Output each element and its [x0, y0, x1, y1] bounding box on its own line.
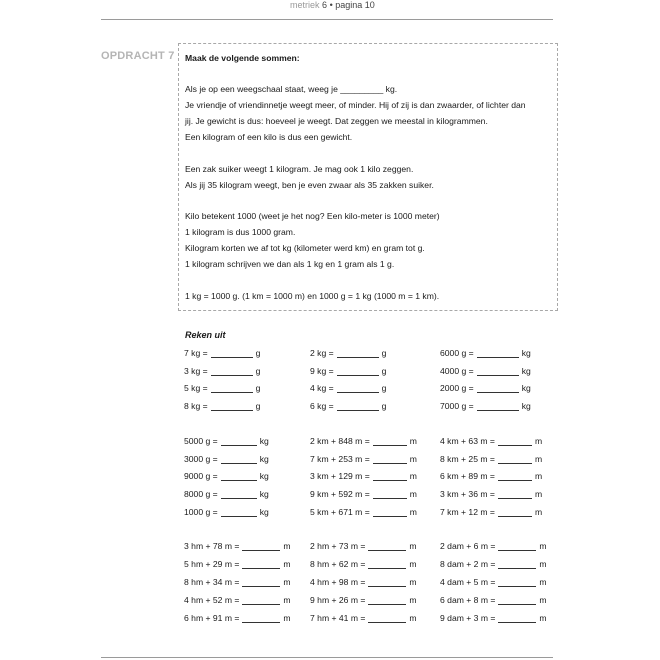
section-heading: Reken uit — [185, 330, 226, 340]
exercise-item — [440, 383, 531, 393]
exercise-item — [184, 401, 260, 411]
exercise-unit: g — [255, 348, 261, 358]
exercise-item — [440, 401, 531, 411]
exercise-question: 2 km + 848 m = — [310, 436, 370, 446]
exercise-unit: m — [534, 489, 543, 499]
exercise-item — [440, 366, 531, 376]
header-section-label: metriek — [290, 0, 320, 10]
header-page-number: pagina 10 — [335, 0, 375, 10]
exercise-question: 4 hm + 52 m = — [184, 595, 240, 605]
answer-blank[interactable] — [498, 596, 536, 605]
exercise-question: 6 km + 89 m = — [440, 471, 495, 481]
exercise-unit: m — [409, 613, 417, 623]
exercise-unit: kg — [521, 383, 531, 393]
exercise-question: 7 kg = — [184, 348, 208, 358]
answer-blank[interactable] — [477, 367, 519, 376]
exercise-item — [184, 541, 291, 551]
answer-blank[interactable] — [221, 455, 257, 464]
exercise-unit: m — [283, 595, 291, 605]
exercise-unit: m — [409, 471, 417, 481]
answer-blank[interactable] — [373, 490, 407, 499]
answer-blank[interactable] — [368, 596, 406, 605]
exercise-item — [184, 507, 269, 517]
exercise-question: 8000 g = — [184, 489, 218, 499]
answer-blank[interactable] — [221, 508, 257, 517]
answer-blank[interactable] — [211, 367, 253, 376]
exercise-unit: m — [283, 613, 291, 623]
answer-blank[interactable] — [498, 542, 536, 551]
exercise-item — [184, 613, 291, 623]
exercise-item — [310, 559, 417, 569]
exercise-item — [184, 595, 291, 605]
answer-blank[interactable] — [211, 349, 253, 358]
exercise-unit: g — [381, 383, 387, 393]
exercise-unit: g — [255, 401, 261, 411]
exercise-question: 6 dam + 8 m = — [440, 595, 496, 605]
exercise-unit: kg — [259, 471, 269, 481]
exercise-question: 5 kg = — [184, 383, 208, 393]
answer-blank[interactable] — [498, 472, 532, 481]
exercise-item — [184, 471, 269, 481]
exercise-item — [184, 559, 291, 569]
exercise-question: 5 hm + 29 m = — [184, 559, 240, 569]
exercise-question: 8 hm + 34 m = — [184, 577, 240, 587]
exercise-unit: kg — [259, 454, 269, 464]
exercise-unit: m — [283, 577, 291, 587]
exercise-unit: kg — [521, 401, 531, 411]
exercise-question: 5 km + 671 m = — [310, 507, 370, 517]
exercise-item — [310, 613, 417, 623]
exercise-item — [310, 595, 417, 605]
exercise-item — [310, 507, 417, 517]
answer-blank[interactable] — [368, 542, 406, 551]
exercise-question: 8 hm + 62 m = — [310, 559, 366, 569]
exercise-unit: m — [409, 436, 417, 446]
exercise-item — [310, 366, 386, 376]
answer-blank[interactable] — [498, 455, 532, 464]
exercise-question: 4000 g = — [440, 366, 474, 376]
exercise-question: 9 kg = — [310, 366, 334, 376]
page-header — [290, 0, 375, 10]
instruction-line: Kilo betekent 1000 (weet je het nog? Een kilo-meter is 1000 meter) — [185, 211, 440, 221]
exercise-question: 6 hm + 91 m = — [184, 613, 240, 623]
exercise-question: 4 hm + 98 m = — [310, 577, 366, 587]
exercise-question: 9 dam + 3 m = — [440, 613, 496, 623]
bottom-divider — [101, 657, 553, 658]
answer-blank[interactable] — [337, 384, 379, 393]
exercise-question: 9 km + 592 m = — [310, 489, 370, 499]
instruction-line: 1 kg = 1000 g. (1 km = 1000 m) en 1000 g = 1 kg (1000 m = 1 km). — [185, 291, 440, 301]
exercise-question: 7 km + 12 m = — [440, 507, 495, 517]
exercise-unit: m — [539, 541, 547, 551]
answer-blank[interactable] — [498, 614, 536, 623]
exercise-question: 7 km + 253 m = — [310, 454, 370, 464]
answer-blank[interactable] — [498, 560, 536, 569]
exercise-question: 6 kg = — [310, 401, 334, 411]
exercise-unit: kg — [521, 348, 531, 358]
answer-blank[interactable] — [368, 614, 406, 623]
exercise-question: 7000 g = — [440, 401, 474, 411]
exercise-unit: m — [409, 507, 417, 517]
exercise-item — [310, 348, 386, 358]
exercise-unit: g — [381, 348, 387, 358]
answer-blank[interactable] — [242, 614, 280, 623]
exercise-unit: m — [409, 559, 417, 569]
exercise-unit: m — [539, 613, 547, 623]
exercise-unit: m — [409, 541, 417, 551]
exercise-unit: kg — [259, 436, 269, 446]
instruction-line: Kilogram korten we af tot kg (kilometer werd km) en gram tot g. — [185, 243, 425, 253]
instruction-line: Je vriendje of vriendinnetje weegt meer, of minder. Hij of zij is dan zwaarder, of lichter dan — [185, 100, 526, 110]
answer-blank[interactable] — [368, 560, 406, 569]
exercise-item — [184, 489, 269, 499]
exercise-unit: m — [534, 436, 543, 446]
exercise-question: 1000 g = — [184, 507, 218, 517]
exercise-item — [440, 559, 547, 569]
exercise-item — [184, 454, 269, 464]
header-section-number: 6 — [322, 0, 328, 10]
exercise-unit: m — [409, 489, 417, 499]
exercise-question: 9000 g = — [184, 471, 218, 481]
exercise-question: 2000 g = — [440, 383, 474, 393]
exercise-question: 2 kg = — [310, 348, 334, 358]
instruction-title: Maak de volgende sommen: — [185, 53, 300, 63]
exercise-unit: m — [283, 559, 291, 569]
instruction-line: Als je op een weegschaal staat, weeg je _________ kg. — [185, 84, 398, 94]
exercise-unit: m — [534, 471, 543, 481]
answer-blank[interactable] — [373, 455, 407, 464]
answer-blank[interactable] — [337, 402, 379, 411]
exercise-item — [440, 507, 542, 517]
answer-blank[interactable] — [242, 560, 280, 569]
exercise-question: 8 kg = — [184, 401, 208, 411]
answer-blank[interactable] — [498, 578, 536, 587]
exercise-question: 4 kg = — [310, 383, 334, 393]
exercise-unit: g — [255, 366, 261, 376]
answer-blank[interactable] — [498, 508, 532, 517]
answer-blank[interactable] — [477, 349, 519, 358]
instruction-line: Een kilogram of een kilo is dus een gewicht. — [185, 132, 353, 142]
exercise-item — [310, 471, 417, 481]
exercise-item — [310, 541, 417, 551]
exercise-question: 9 hm + 26 m = — [310, 595, 366, 605]
instruction-line: 1 kilogram schrijven we dan als 1 kg en 1 gram als 1 g. — [185, 259, 395, 269]
exercise-item — [310, 436, 417, 446]
exercise-question: 6000 g = — [440, 348, 474, 358]
answer-blank[interactable] — [242, 578, 280, 587]
exercise-item — [440, 541, 547, 551]
answer-blank[interactable] — [221, 490, 257, 499]
exercise-unit: kg — [521, 366, 531, 376]
exercise-question: 3000 g = — [184, 454, 218, 464]
exercise-item — [440, 489, 542, 499]
exercise-unit: m — [409, 595, 417, 605]
exercise-item — [310, 577, 417, 587]
answer-blank[interactable] — [221, 437, 257, 446]
exercise-question: 3 km + 129 m = — [310, 471, 370, 481]
answer-blank[interactable] — [211, 402, 253, 411]
exercise-question: 8 dam + 2 m = — [440, 559, 496, 569]
answer-blank[interactable] — [477, 384, 519, 393]
instruction-line: jij. Je gewicht is dus: hoeveel je weegt. Dat zeggen we meestal in kilogrammen. — [185, 116, 488, 126]
answer-blank[interactable] — [373, 508, 407, 517]
answer-blank[interactable] — [337, 367, 379, 376]
answer-blank[interactable] — [211, 384, 253, 393]
answer-blank[interactable] — [242, 542, 280, 551]
exercise-question: 3 kg = — [184, 366, 208, 376]
answer-blank[interactable] — [373, 472, 407, 481]
exercise-question: 2 hm + 73 m = — [310, 541, 366, 551]
assignment-label: OPDRACHT 7 — [101, 50, 175, 62]
exercise-item — [310, 401, 386, 411]
exercise-unit: kg — [259, 507, 269, 517]
exercise-unit: g — [381, 401, 387, 411]
exercise-item — [440, 454, 542, 464]
exercise-item — [184, 577, 291, 587]
top-divider — [101, 19, 553, 20]
exercise-question: 4 dam + 5 m = — [440, 577, 496, 587]
exercise-unit: m — [283, 541, 291, 551]
answer-blank[interactable] — [221, 472, 257, 481]
exercise-item — [184, 383, 260, 393]
answer-blank[interactable] — [477, 402, 519, 411]
answer-blank[interactable] — [242, 596, 280, 605]
answer-blank[interactable] — [373, 437, 407, 446]
exercise-question: 4 km + 63 m = — [440, 436, 495, 446]
header-separator: • — [329, 0, 333, 10]
exercise-item — [440, 577, 547, 587]
exercise-question: 8 km + 25 m = — [440, 454, 495, 464]
exercise-unit: m — [539, 559, 547, 569]
exercise-unit: m — [534, 507, 543, 517]
exercise-unit: kg — [259, 489, 269, 499]
exercise-item — [440, 595, 547, 605]
exercise-item — [440, 471, 542, 481]
instruction-line: 1 kilogram is dus 1000 gram. — [185, 227, 296, 237]
exercise-item — [184, 348, 260, 358]
exercise-unit: m — [409, 454, 417, 464]
exercise-item — [184, 436, 269, 446]
instruction-line: Als jij 35 kilogram weegt, ben je even zwaar als 35 zakken suiker. — [185, 180, 434, 190]
answer-blank[interactable] — [498, 437, 532, 446]
exercise-question: 7 hm + 41 m = — [310, 613, 366, 623]
exercise-item — [310, 383, 386, 393]
exercise-item — [440, 613, 547, 623]
answer-blank[interactable] — [498, 490, 532, 499]
instruction-line: Een zak suiker weegt 1 kilogram. Je mag ook 1 kilo zeggen. — [185, 164, 414, 174]
exercise-question: 3 km + 36 m = — [440, 489, 495, 499]
exercise-unit: m — [539, 577, 547, 587]
exercise-question: 5000 g = — [184, 436, 218, 446]
exercise-unit: m — [409, 577, 417, 587]
exercise-unit: g — [255, 383, 261, 393]
exercise-question: 3 hm + 78 m = — [184, 541, 240, 551]
exercise-unit: m — [534, 454, 543, 464]
exercise-unit: g — [381, 366, 387, 376]
exercise-item — [310, 489, 417, 499]
exercise-item — [184, 366, 260, 376]
answer-blank[interactable] — [368, 578, 406, 587]
exercise-unit: m — [539, 595, 547, 605]
exercise-item — [310, 454, 417, 464]
answer-blank[interactable] — [337, 349, 379, 358]
exercise-item — [440, 348, 531, 358]
exercise-item — [440, 436, 542, 446]
exercise-question: 2 dam + 6 m = — [440, 541, 496, 551]
